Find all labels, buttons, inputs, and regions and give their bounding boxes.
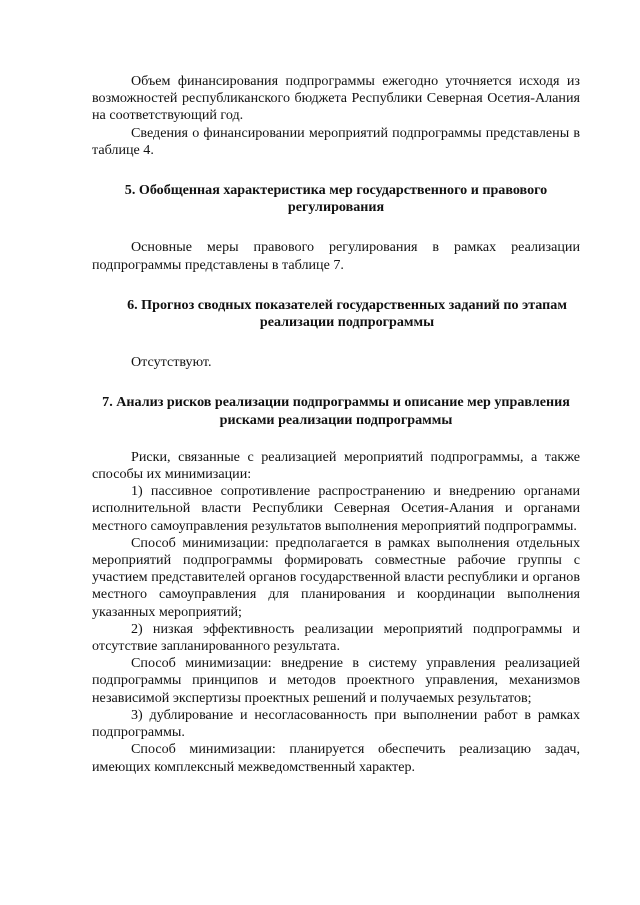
section-5-heading: 5. Обобщенная характеристика мер государственного и правового регулирования [124,182,548,216]
section-7-paragraph: Способ минимизации: предполагается в рамках выполнения отдельных мероприятий подпрограммы формировать совместные рабочие группы с участием представителей органов государственной власти республики и органов местного самоуправления для планирования и координации выполнения указанных мероприятий; [92,534,580,620]
section-7-paragraph: Риски, связанные с реализацией мероприятий подпрограммы, а также способы их минимизации: [92,448,580,483]
section-6-paragraph: Отсутствуют. [131,354,212,371]
section-7-heading: 7. Анализ рисков реализации подпрограммы и описание мер управления рисками реализации подпрограммы [102,394,570,428]
section-7-paragraph: 2) низкая эффективность реализации мероприятий подпрограммы и отсутствие запланированного результата. [92,620,580,655]
intro-paragraph-funding: Объем финансирования подпрограммы ежегодно уточняется исходя из возможностей республиканского бюджета Республики Северная Осетия-Алания на соответствующий год. [92,73,580,124]
section-7-paragraph: Способ минимизации: планируется обеспечить реализацию задач, имеющих комплексный межведомственный характер. [92,741,580,775]
section-7-paragraph: Способ минимизации: внедрение в систему управления реализацией подпрограммы принципов и методов проектного управления, механизмов независимой экспертизы проектных решений и получаемых результатов; [92,655,580,706]
section-7-paragraph: 1) пассивное сопротивление распространению и внедрению органами исполнительной власти Республики Северная Осетия-Алания и органами местного самоуправления результатов выполнения мероприятий подпрограммы. [92,483,580,534]
section-5-paragraph: Основные меры правового регулирования в рамках реализации подпрограммы представлены в таблице 7. [92,239,580,273]
section-6-heading: 6. Прогноз сводных показателей государственных заданий по этапам реализации подпрограммы [127,296,567,331]
intro-paragraph-table-ref: Сведения о финансировании мероприятий подпрограммы представлены в таблице 4. [92,124,580,158]
section-7-paragraph: 3) дублирование и несогласованность при выполнении работ в рамках подпрограммы. [92,706,580,741]
document-body [92,73,580,776]
